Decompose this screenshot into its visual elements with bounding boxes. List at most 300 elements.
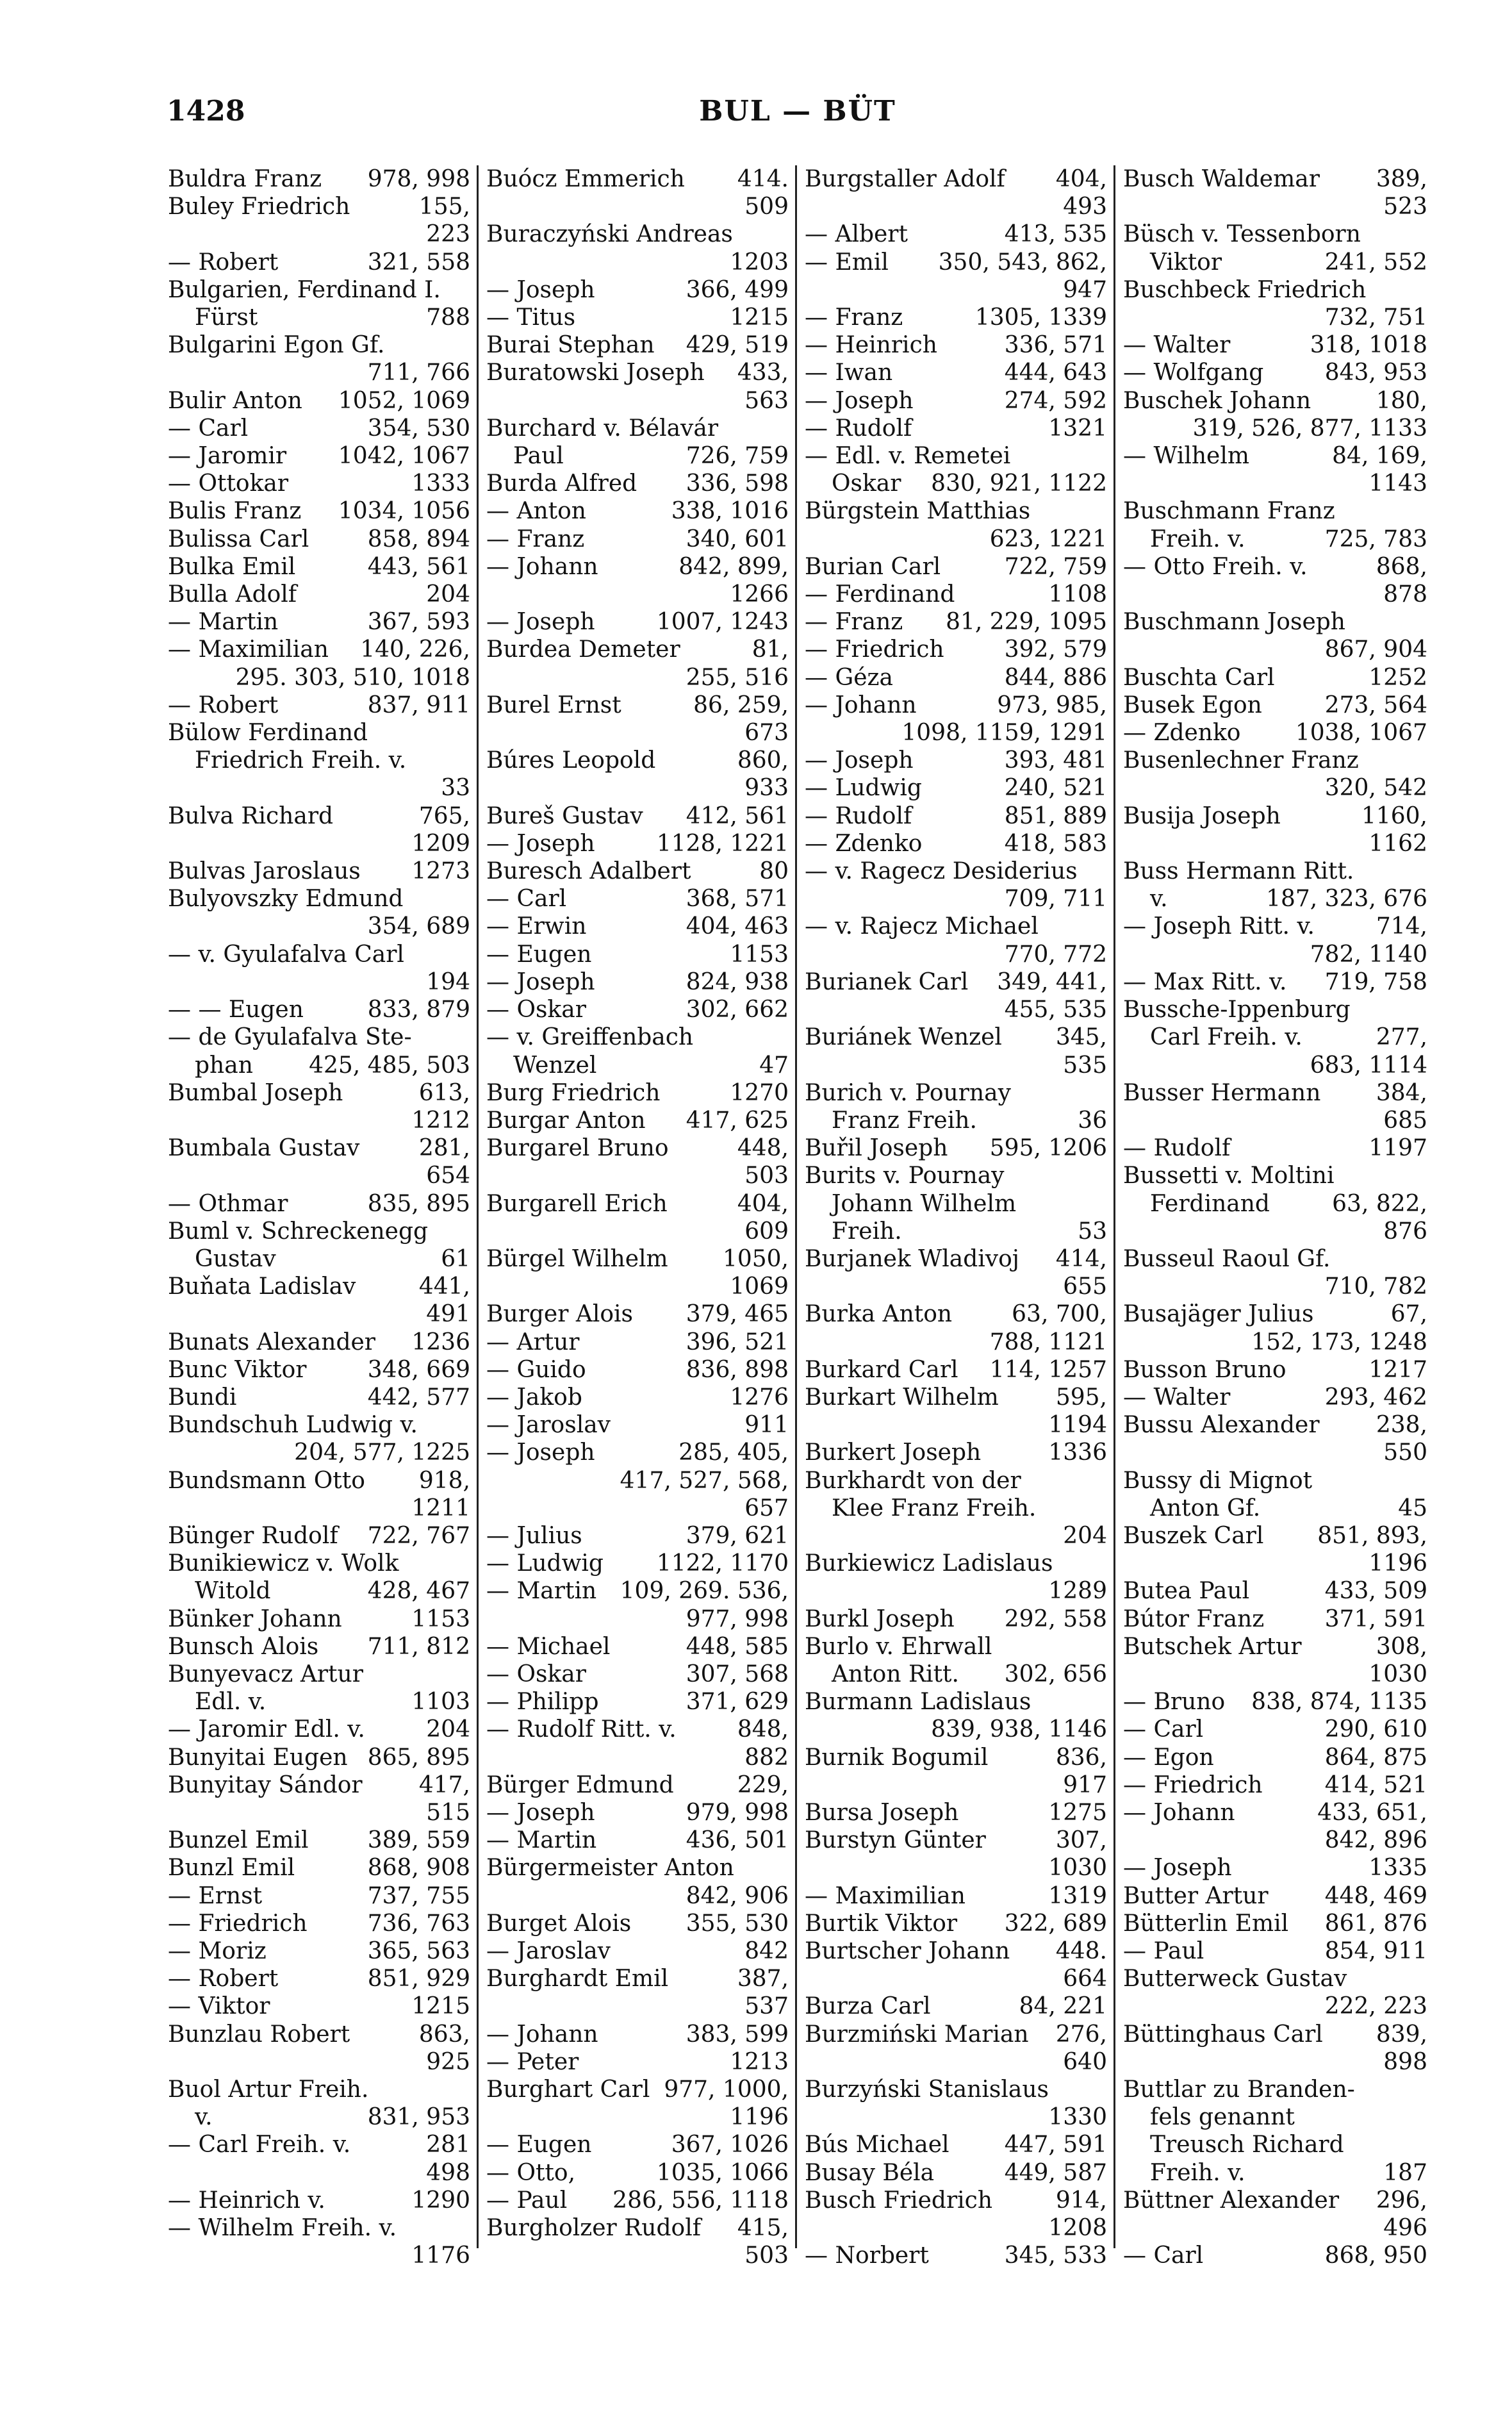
entry-name: — v. Greiffenbach	[486, 1024, 694, 1051]
index-entry	[1123, 664, 1427, 692]
entry-page-refs: 47	[759, 1052, 789, 1079]
entry-name: Bunzl Emil	[168, 1855, 295, 1882]
entry-page-refs: 425, 485, 503	[309, 1052, 470, 1079]
entry-name: Burian Carl	[805, 553, 941, 580]
index-entry	[168, 1910, 470, 1937]
entry-name: Buócz Emmerich	[486, 166, 685, 192]
index-entry	[168, 1661, 470, 1688]
index-entry	[168, 1329, 470, 1356]
entry-name: Bundschuh Ludwig v.	[168, 1412, 418, 1439]
entry-name: — Oskar	[486, 1661, 586, 1687]
entry-continuation: 204	[1063, 1522, 1107, 1549]
entry-page-refs: 354, 530	[367, 415, 470, 442]
index-entry	[1123, 1633, 1427, 1661]
index-entry	[1123, 1023, 1427, 1051]
entry-name: — Joseph	[486, 276, 595, 303]
index-entry	[168, 1716, 470, 1743]
entry-name: — Rudolf	[1123, 1135, 1231, 1162]
index-entry	[805, 1245, 1107, 1273]
index-entry	[486, 2076, 789, 2103]
entry-page-refs: 1122, 1170	[656, 1550, 789, 1577]
entry-name: Buschek Johann	[1123, 387, 1311, 414]
entry-continuation: 1196	[1368, 1550, 1427, 1577]
index-entry	[1123, 249, 1427, 276]
entry-continuation: 1194	[1048, 1412, 1107, 1439]
entry-name: — Michael	[486, 1633, 611, 1660]
entry-name: — Rudolf	[805, 415, 912, 442]
index-entry	[1123, 1910, 1427, 1937]
index-entry	[486, 1937, 789, 1965]
index-entry	[1123, 1162, 1427, 1189]
entry-page-refs: 1034, 1056	[338, 498, 470, 525]
index-entry	[805, 1605, 1107, 1633]
entry-name: — Otto,	[486, 2159, 576, 2186]
index-entry	[1123, 1245, 1427, 1273]
entry-continuation: 1266	[730, 581, 789, 608]
index-entry	[168, 1937, 470, 1965]
entry-name: Burjanek Wladivoj	[805, 1245, 1019, 1272]
index-entry	[486, 2131, 789, 2158]
entry-page-refs: 387,	[737, 1966, 789, 1993]
index-entry	[168, 802, 470, 830]
index-entry	[1123, 1467, 1427, 1495]
index-entry	[486, 692, 789, 719]
entry-name: — Joseph	[805, 747, 914, 774]
index-column-1	[160, 165, 479, 2269]
index-entry	[168, 553, 470, 581]
entry-continuation: 563	[744, 387, 789, 414]
entry-page-refs: 84, 169,	[1332, 443, 1427, 470]
entry-name: — Walter	[1123, 1384, 1231, 1411]
index-entry	[168, 1218, 470, 1245]
entry-page-refs: 433,	[737, 360, 789, 386]
entry-name: Bussetti v. Moltini	[1123, 1163, 1335, 1189]
entry-continuation: 1289	[1048, 1578, 1107, 1605]
entry-name: — Paul	[486, 2187, 568, 2214]
entry-page-refs: 293, 462	[1324, 1384, 1427, 1411]
entry-name: Burtik Viktor	[805, 1910, 958, 1937]
index-entry	[486, 553, 789, 581]
entry-name: Büttner Alexander	[1123, 2187, 1340, 2214]
index-entry	[1123, 1744, 1427, 1771]
entry-name: — Jaroslav	[486, 1412, 611, 1439]
entry-name: — Joseph	[486, 1799, 595, 1826]
index-entry	[805, 1107, 1107, 1134]
index-entry	[168, 719, 470, 747]
entry-continuation: 320, 542	[1324, 775, 1427, 802]
index-entry	[168, 387, 470, 415]
entry-page-refs: 833, 879	[367, 997, 470, 1023]
index-columns	[160, 165, 1435, 2269]
entry-page-refs: 318, 1018	[1310, 332, 1427, 359]
entry-page-refs: 449, 587	[1004, 2159, 1107, 2186]
index-entry	[168, 1550, 470, 1577]
entry-name: Ferdinand	[1150, 1190, 1270, 1217]
entry-continuation: 1209	[411, 830, 470, 857]
entry-continuation: 523	[1383, 194, 1427, 220]
entry-page-refs: 84, 221	[1019, 1993, 1107, 2020]
index-entry	[168, 2103, 470, 2131]
entry-continuation: 503	[744, 2242, 789, 2269]
entry-name: — Carl	[1123, 1716, 1204, 1743]
entry-name: Busch Waldemar	[1123, 166, 1320, 192]
index-entry	[486, 1245, 789, 1273]
index-entry	[805, 1827, 1107, 1854]
entry-name: — Wilhelm	[1123, 443, 1249, 470]
entry-page-refs: 336, 571	[1004, 332, 1107, 359]
entry-name: — de Gyulafalva Ste-	[168, 1024, 412, 1051]
index-entry	[1123, 913, 1427, 940]
entry-name: — Titus	[486, 304, 576, 331]
entry-name: Buňata Ladislav	[168, 1273, 356, 1300]
index-entry	[168, 1827, 470, 1854]
index-entry	[805, 497, 1107, 525]
entry-page-refs: 1128, 1221	[656, 830, 789, 857]
entry-continuation: 867, 904	[1324, 636, 1427, 663]
entry-continuation: 683, 1114	[1310, 1052, 1427, 1079]
entry-name: Burka Anton	[805, 1301, 953, 1328]
entry-continuation: 550	[1383, 1439, 1427, 1466]
index-entry	[805, 692, 1107, 719]
entry-name: — Moriz	[168, 1938, 267, 1964]
entry-name: Bulva Richard	[168, 802, 334, 829]
entry-page-refs: 383, 599	[686, 2021, 789, 2048]
entry-page-refs: 1160,	[1361, 802, 1427, 829]
entry-name: v.	[1150, 886, 1168, 913]
index-entry	[486, 608, 789, 636]
entry-page-refs: 861, 876	[1324, 1910, 1427, 1937]
index-entry	[486, 276, 789, 304]
index-entry	[168, 304, 470, 331]
index-entry	[486, 941, 789, 968]
entry-name: Burkert Joseph	[805, 1439, 982, 1466]
entry-name: — Joseph	[486, 968, 595, 995]
entry-name: Bulis Franz	[168, 498, 302, 525]
index-entry	[1123, 1190, 1427, 1218]
page-title: BUL — BÜT	[699, 95, 896, 128]
index-entry	[805, 581, 1107, 608]
entry-name: — Artur	[486, 1329, 580, 1355]
entry-name: Freih. v.	[1150, 2159, 1245, 2186]
entry-name: Bundsmann Otto	[168, 1467, 365, 1494]
entry-page-refs: 348, 669	[367, 1356, 470, 1383]
entry-page-refs: 1197	[1368, 1135, 1427, 1162]
entry-page-refs: 918,	[418, 1467, 470, 1494]
entry-name: Busajäger Julius	[1123, 1301, 1314, 1328]
entry-page-refs: 428, 467	[367, 1578, 470, 1605]
entry-continuation: 1208	[1048, 2215, 1107, 2242]
entry-name: Bunc Viktor	[168, 1356, 307, 1383]
entry-name: — Oskar	[486, 997, 586, 1023]
entry-continuation: 842, 906	[686, 1882, 789, 1909]
entry-page-refs: 240, 521	[1004, 775, 1107, 802]
entry-name: Burda Alfred	[486, 470, 637, 497]
entry-page-refs: 63, 822,	[1332, 1190, 1427, 1217]
entry-name: — Norbert	[805, 2242, 929, 2269]
entry-name: — Egon	[1123, 1744, 1214, 1771]
entry-page-refs: 187, 323, 676	[1266, 886, 1427, 913]
entry-name: Bussy di Mignot	[1123, 1467, 1313, 1494]
entry-page-refs: 61	[441, 1245, 470, 1272]
index-entry	[1123, 1716, 1427, 1743]
entry-continuation: 839, 938, 1146	[931, 1716, 1107, 1743]
index-entry	[486, 1577, 789, 1605]
index-entry	[486, 526, 789, 553]
index-entry	[805, 774, 1107, 802]
entry-page-refs: 868, 908	[367, 1855, 470, 1882]
index-entry	[1123, 442, 1427, 470]
index-entry	[486, 858, 789, 885]
entry-name: — Carl Freih. v.	[168, 2132, 351, 2158]
index-entry	[168, 2214, 470, 2242]
entry-name: — Robert	[168, 1966, 279, 1993]
entry-name: Burdea Demeter	[486, 636, 680, 663]
entry-page-refs: 36	[1078, 1107, 1107, 1134]
entry-name: — Otto Freih. v.	[1123, 553, 1308, 580]
index-entry	[805, 2076, 1107, 2103]
entry-name: Búres Leopold	[486, 747, 656, 774]
entry-name: — Viktor	[168, 1993, 270, 2020]
entry-page-refs: 843, 953	[1324, 360, 1427, 386]
index-entry	[805, 220, 1107, 248]
entry-page-refs: 404,	[1055, 166, 1107, 192]
entry-page-refs: 844, 886	[1004, 664, 1107, 691]
index-entry	[486, 996, 789, 1023]
entry-page-refs: 436, 501	[686, 1827, 789, 1854]
entry-page-refs: 345,	[1055, 1024, 1107, 1051]
index-entry	[486, 165, 789, 193]
entry-page-refs: 367, 593	[367, 609, 470, 636]
entry-name: Burzyński Stanislaus	[805, 2076, 1049, 2103]
entry-name: Gustav	[195, 1245, 276, 1272]
entry-name: Buml v. Schreckenegg	[168, 1218, 429, 1245]
entry-name: — v. Gyulafalva Carl	[168, 941, 404, 968]
index-entry	[168, 2076, 470, 2103]
entry-continuation: 609	[744, 1218, 789, 1245]
index-entry	[168, 497, 470, 525]
entry-name: Freih.	[832, 1218, 902, 1245]
entry-name: Buol Artur Freih.	[168, 2076, 369, 2103]
entry-name: — Carl	[486, 886, 567, 913]
index-entry	[168, 1052, 470, 1079]
entry-name: — Ludwig	[486, 1550, 604, 1577]
entry-name: Buttlar zu Branden-	[1123, 2076, 1355, 2103]
entry-page-refs: 1273	[411, 858, 470, 885]
entry-name: — Joseph	[805, 387, 914, 414]
entry-page-refs: 286, 556, 1118	[612, 2187, 789, 2214]
entry-name: — Wilhelm Freih. v.	[168, 2215, 397, 2242]
index-entry	[805, 1162, 1107, 1189]
entry-page-refs: 429, 519	[686, 332, 789, 359]
entry-name: — Ludwig	[805, 775, 922, 802]
entry-name: — Zdenko	[1123, 720, 1241, 747]
entry-page-refs: 979, 998	[686, 1799, 789, 1826]
entry-name: — Friedrich	[168, 1910, 308, 1937]
entry-name: Buschbeck Friedrich	[1123, 276, 1367, 303]
entry-name: Viktor	[1150, 249, 1222, 276]
entry-name: Busser Hermann	[1123, 1079, 1321, 1106]
entry-name: Burghardt Emil	[486, 1966, 669, 1993]
index-entry	[1123, 692, 1427, 719]
entry-continuation: 515	[426, 1799, 470, 1826]
entry-name: — Joseph	[486, 1439, 595, 1466]
entry-name: — Ottokar	[168, 470, 289, 497]
index-entry	[1123, 2021, 1427, 2048]
index-entry	[1123, 1937, 1427, 1965]
index-entry	[168, 1384, 470, 1411]
entry-page-refs: 1035, 1066	[656, 2159, 789, 2186]
index-entry	[486, 636, 789, 663]
entry-name: — Joseph	[1123, 1855, 1232, 1882]
entry-name: Bürgel Wilhelm	[486, 1245, 668, 1272]
entry-continuation: 842, 896	[1324, 1827, 1427, 1854]
entry-continuation: 1143	[1368, 470, 1427, 497]
entry-name: — v. Rajecz Michael	[805, 913, 1039, 940]
entry-name: Busek Egon	[1123, 692, 1262, 718]
entry-name: Bussu Alexander	[1123, 1412, 1320, 1439]
entry-continuation: 535	[1063, 1052, 1107, 1079]
entry-name: Bunikiewicz v. Wolk	[168, 1550, 399, 1577]
index-entry	[805, 415, 1107, 442]
index-entry	[805, 249, 1107, 276]
entry-page-refs: 851, 889	[1004, 802, 1107, 829]
entry-name: Burkiewicz Ladislaus	[805, 1550, 1053, 1577]
index-entry	[486, 1910, 789, 1937]
index-entry	[168, 442, 470, 470]
entry-page-refs: 67,	[1390, 1301, 1427, 1328]
entry-continuation: 664	[1063, 1966, 1107, 1993]
entry-name: Burgholzer Rudolf	[486, 2215, 702, 2242]
index-entry	[805, 1079, 1107, 1107]
entry-page-refs: 307, 568	[686, 1661, 789, 1687]
entry-page-refs: 765,	[418, 802, 470, 829]
entry-page-refs: 911	[744, 1412, 789, 1439]
index-entry	[486, 1661, 789, 1688]
entry-continuation: 1196	[730, 2104, 789, 2131]
entry-name: Buschta Carl	[1123, 664, 1275, 691]
entry-name: Bumbala Gustav	[168, 1135, 360, 1162]
entry-page-refs: 842, 899,	[678, 553, 789, 580]
page-header	[160, 83, 1435, 135]
entry-page-refs: 868,	[1376, 553, 1427, 580]
entry-name: Burkl Joseph	[805, 1605, 955, 1632]
entry-name: Bús Michael	[805, 2132, 949, 2158]
entry-name: — Carl	[168, 415, 249, 442]
index-entry	[805, 331, 1107, 359]
entry-name: Burkard Carl	[805, 1356, 958, 1383]
entry-page-refs: 839,	[1376, 2021, 1427, 2048]
entry-name: Busseul Raoul Gf.	[1123, 1245, 1331, 1272]
index-entry	[486, 415, 789, 442]
entry-continuation: 152, 173, 1248	[1251, 1329, 1427, 1355]
index-column-2	[479, 165, 797, 2269]
index-entry	[168, 2187, 470, 2214]
index-entry	[486, 1771, 789, 1799]
entry-name: Bureš Gustav	[486, 802, 643, 829]
entry-page-refs: 719, 758	[1324, 968, 1427, 995]
index-entry	[168, 165, 470, 193]
index-entry	[1123, 1854, 1427, 1882]
entry-name: — Maximilian	[805, 1882, 966, 1909]
index-entry	[168, 1273, 470, 1300]
entry-name: — Johann	[486, 553, 598, 580]
index-entry	[805, 1744, 1107, 1771]
index-entry	[486, 2187, 789, 2214]
index-entry	[1123, 2159, 1427, 2187]
entry-continuation: 623, 1221	[989, 526, 1107, 552]
entry-continuation: 1030	[1368, 1661, 1427, 1687]
entry-page-refs: 1336	[1048, 1439, 1107, 1466]
entry-page-refs: 389,	[1376, 166, 1427, 192]
entry-name: Fürst	[195, 304, 258, 331]
entry-name: — Walter	[1123, 332, 1231, 359]
entry-continuation: 925	[426, 2048, 470, 2075]
entry-name: — Friedrich	[1123, 1771, 1263, 1798]
entry-page-refs: 831, 953	[367, 2104, 470, 2131]
entry-name: Burgarell Erich	[486, 1190, 668, 1217]
entry-page-refs: 238,	[1376, 1412, 1427, 1439]
entry-name: — Eugen	[486, 2132, 592, 2158]
entry-page-refs: 1252	[1368, 664, 1427, 691]
index-entry	[1123, 1300, 1427, 1328]
entry-page-refs: 350, 543, 862,	[938, 249, 1107, 276]
entry-name: — Rudolf Ritt. v.	[486, 1716, 677, 1743]
entry-name: Buszek Carl	[1123, 1522, 1264, 1549]
entry-page-refs: 722, 767	[367, 1522, 470, 1549]
index-entry	[805, 1356, 1107, 1384]
entry-page-refs: 336, 598	[686, 470, 789, 497]
entry-page-refs: 53	[1078, 1218, 1107, 1245]
entry-name: — Friedrich	[805, 636, 944, 663]
entry-name: Burlo v. Ehrwall	[805, 1633, 992, 1660]
entry-continuation: 417, 527, 568,	[620, 1467, 789, 1494]
entry-name: Burstyn Günter	[805, 1827, 986, 1854]
index-column-3	[797, 165, 1115, 2269]
entry-continuation: 673	[744, 720, 789, 747]
entry-page-refs: 273, 564	[1324, 692, 1427, 718]
entry-name: Burza Carl	[805, 1993, 931, 2020]
index-entry	[1123, 1771, 1427, 1799]
entry-continuation: 509	[744, 194, 789, 220]
index-entry	[486, 1688, 789, 1716]
entry-continuation: 194	[426, 968, 470, 995]
entry-name: — Joseph	[486, 830, 595, 857]
index-entry	[1123, 220, 1427, 248]
index-entry	[486, 968, 789, 996]
entry-page-refs: 389, 559	[367, 1827, 470, 1854]
entry-name: Buldra Franz	[168, 166, 322, 192]
index-entry	[168, 858, 470, 885]
entry-name: — Max Ritt. v.	[1123, 968, 1287, 995]
entry-name: — Johann	[805, 692, 917, 718]
index-entry	[486, 1827, 789, 1854]
index-entry	[168, 1771, 470, 1799]
entry-page-refs: 187	[1383, 2159, 1427, 2186]
entry-page-refs: 368, 571	[686, 886, 789, 913]
entry-name: Klee Franz Freih.	[832, 1495, 1037, 1521]
entry-page-refs: 444, 643	[1004, 360, 1107, 386]
entry-name: Bussche-Ippenburg	[1123, 997, 1351, 1023]
entry-continuation: 947	[1063, 276, 1107, 303]
entry-continuation: 255, 516	[686, 664, 789, 691]
entry-name: — Eugen	[486, 941, 592, 968]
index-entry	[486, 1439, 789, 1466]
index-entry	[1123, 387, 1427, 415]
entry-name: — Heinrich	[805, 332, 937, 359]
entry-page-refs: 1270	[730, 1079, 789, 1106]
entry-page-refs: 302, 662	[686, 997, 789, 1023]
entry-continuation: 1162	[1368, 830, 1427, 857]
